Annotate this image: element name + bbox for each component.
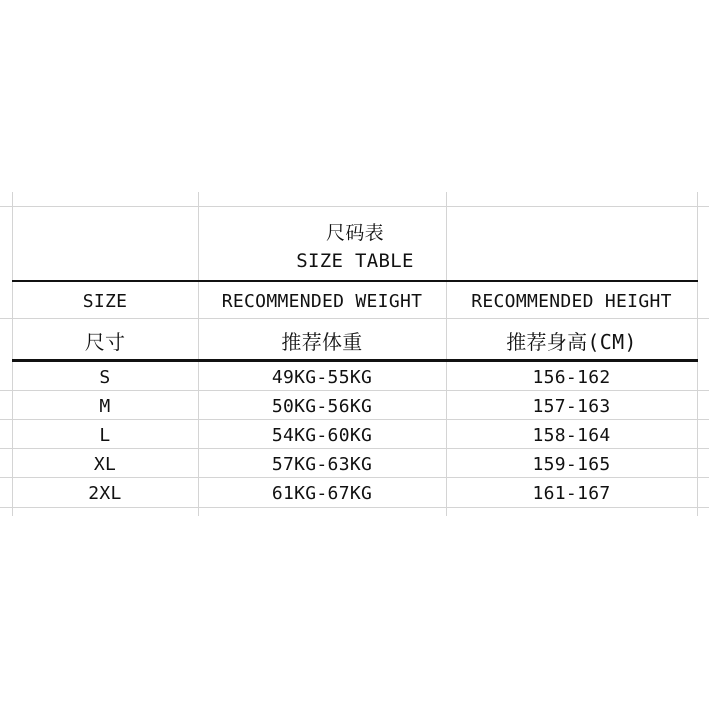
table-row-height: 156-162: [532, 366, 611, 388]
table-title-cn: 尺码表: [326, 221, 384, 244]
table-row-height: 158-164: [532, 424, 611, 446]
table-row-weight: 54KG-60KG: [271, 424, 373, 446]
header-height-en: RECOMMENDED HEIGHT: [471, 290, 672, 312]
table-title-en: SIZE TABLE: [296, 250, 414, 272]
table-row-size: L: [99, 424, 111, 446]
gridline: [0, 507, 709, 508]
title-bottom-border: [12, 280, 698, 282]
header-height-cn: 推荐身高(CM): [506, 329, 637, 354]
table-row-size: M: [99, 395, 111, 417]
table-row-size: 2XL: [88, 482, 122, 504]
table-row-weight: 50KG-56KG: [271, 395, 373, 417]
gridline: [0, 206, 709, 207]
table-row-size: XL: [93, 453, 117, 475]
table-row-height: 161-167: [532, 482, 611, 504]
header-size-cn: 尺寸: [84, 329, 126, 354]
table-row-weight: 57KG-63KG: [271, 453, 373, 475]
header-size-en: SIZE: [82, 290, 128, 312]
header-weight-en: RECOMMENDED WEIGHT: [221, 290, 423, 312]
gridline: [0, 318, 709, 319]
table-row-height: 157-163: [532, 395, 611, 417]
table-row-size: S: [99, 366, 111, 388]
table-row-weight: 49KG-55KG: [271, 366, 373, 388]
table-row-weight: 61KG-67KG: [271, 482, 373, 504]
table-row-height: 159-165: [532, 453, 611, 475]
header-bottom-border: [12, 359, 698, 362]
header-weight-cn: 推荐体重: [281, 329, 363, 354]
